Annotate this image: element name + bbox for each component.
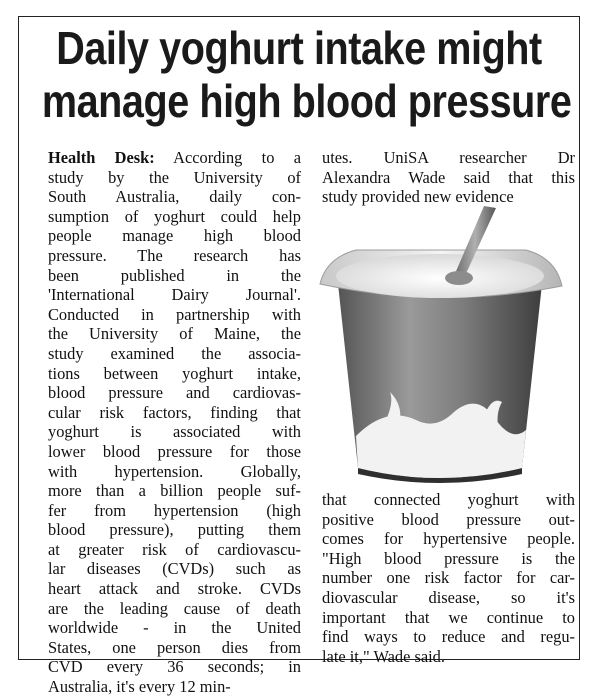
article-line: positive blood pressure out- (322, 509, 575, 529)
article-line: Conducted in partnership with (48, 304, 301, 324)
article-line: study by the University of (48, 167, 301, 187)
article-line: diovascular disease, so it's (322, 587, 575, 607)
article-line: more than a billion people suf- (48, 481, 301, 501)
article-line: Alexandra Wade said that this (322, 167, 575, 187)
left-column (48, 148, 301, 697)
article-line: important that we continue to (322, 607, 575, 627)
article-line: States, one person dies from (48, 637, 301, 657)
article-line: number one risk factor for car- (322, 568, 575, 588)
right-column-top (322, 148, 575, 207)
article-line: Health Desk: According to a (48, 148, 301, 167)
article-line: CVD every 36 seconds; in (48, 657, 301, 677)
article-line: are the leading cause of death (48, 598, 301, 618)
article-line: comes for hypertensive people. (322, 529, 575, 549)
article-line: people manage high blood (48, 226, 301, 246)
dateline-lead: Health Desk: (48, 148, 155, 167)
article-line: South Australia, daily con- (48, 187, 301, 207)
article-line: fer from hypertension (high (48, 500, 301, 520)
article-line: been published in the (48, 265, 301, 285)
article-line: with hypertension. Globally, (48, 461, 301, 481)
headline-line-2: manage high blood pressure (41, 75, 572, 127)
article-line: pressure. The research has (48, 245, 301, 265)
article-line: at greater risk of cardiovascu- (48, 539, 301, 559)
article-line: cular risk factors, finding that (48, 402, 301, 422)
article-line: Australia, it's every 12 min- (48, 677, 231, 697)
article-line: 'International Dairy Journal'. (48, 285, 301, 305)
article-line: "High blood pressure is the (322, 548, 575, 568)
article-line: late it," Wade said. (322, 646, 445, 666)
headline (0, 22, 598, 128)
article-line: study examined the associa- (48, 343, 301, 363)
article-line: study provided new evidence (322, 187, 514, 207)
article-line: that connected yoghurt with (322, 490, 575, 509)
article-line: blood pressure and cardiovas- (48, 383, 301, 403)
article-line: yoghurt is associated with (48, 422, 301, 442)
article-line: lower blood pressure for those (48, 441, 301, 461)
article-line: heart attack and stroke. CVDs (48, 579, 301, 599)
headline-line-1: Daily yoghurt intake might (56, 22, 542, 74)
article-line: lar diseases (CVDs) such as (48, 559, 301, 579)
right-column-bottom (322, 490, 575, 666)
article-line: the University of Maine, the (48, 324, 301, 344)
article-line: blood pressure), putting them (48, 520, 301, 540)
article-line: worldwide - in the United (48, 618, 301, 638)
yoghurt-cup-with-spoon-icon (316, 206, 564, 488)
article-line: find ways to reduce and regu- (322, 627, 575, 647)
yoghurt-surface (336, 254, 544, 298)
article-line: sumption of yoghurt could help (48, 206, 301, 226)
article-line: utes. UniSA researcher Dr (322, 148, 575, 167)
article-line: tions between yoghurt intake, (48, 363, 301, 383)
